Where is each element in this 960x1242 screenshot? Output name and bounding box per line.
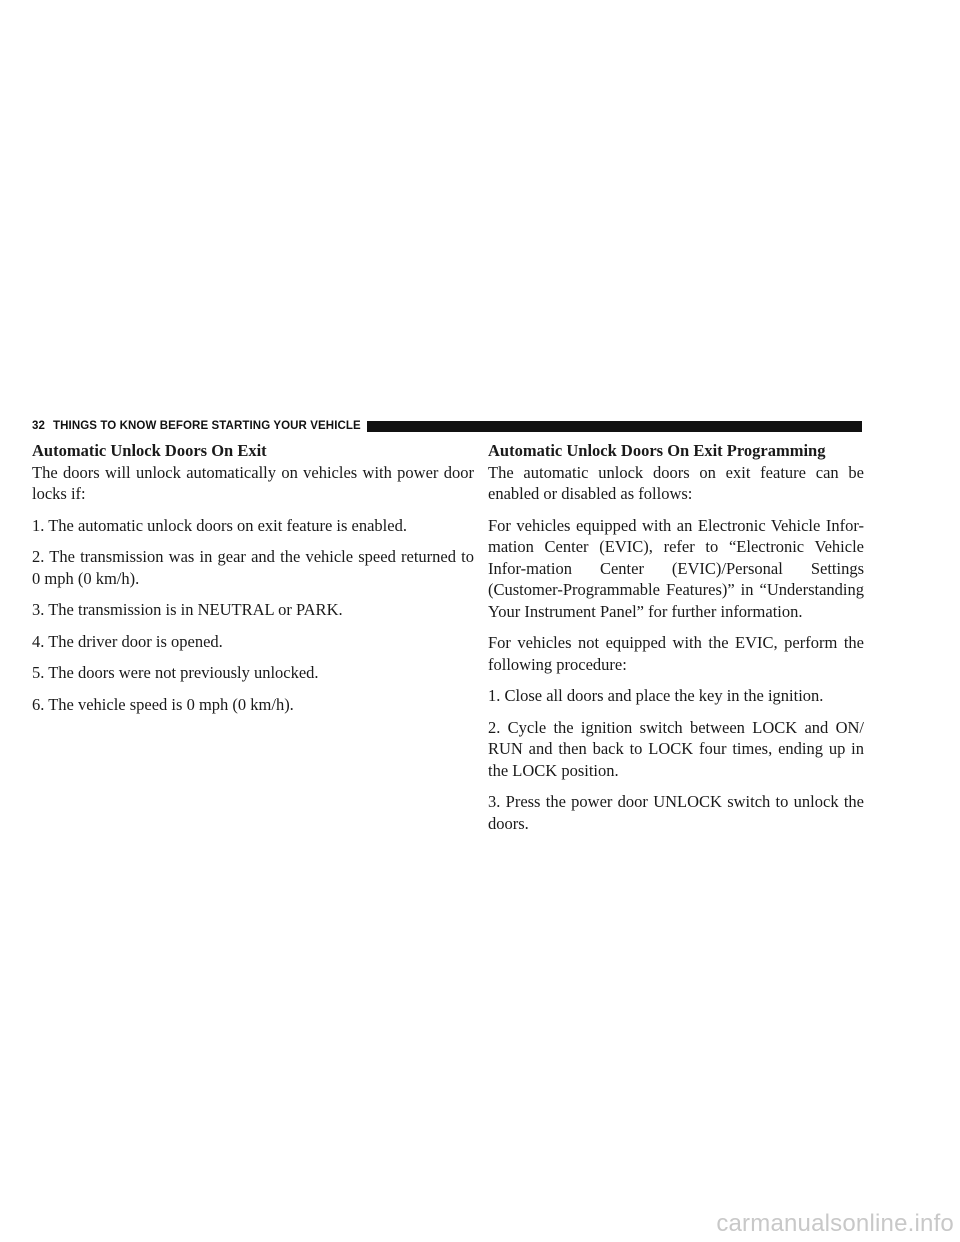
unlock-conditions-intro: The doors will unlock automatically on vehicles with power door locks if:: [32, 462, 474, 503]
condition-item: 1. The automatic unlock doors on exit feature is enabled.: [32, 515, 407, 535]
no-evic-paragraph: For vehicles not equipped with the EVIC, perform the following procedure:: [488, 633, 864, 674]
procedure-step: 3. Press the power door UNLOCK switch to unlock the doors.: [488, 792, 864, 833]
condition-item: 5. The doors were not previously unlocked.: [32, 663, 319, 682]
condition-item: 3. The transmission is in NEUTRAL or PARK.: [32, 600, 343, 619]
condition-item: 6. The vehicle speed is 0 mph (0 km/h).: [32, 694, 294, 714]
running-header: [32, 419, 862, 433]
header-rule: [367, 421, 862, 432]
section-heading-unlock-on-exit: Automatic Unlock Doors On Exit: [32, 441, 267, 460]
procedure-step: 1. Close all doors and place the key in the ignition.: [488, 686, 824, 705]
site-watermark: carmanualsonline.info: [716, 1210, 954, 1237]
section-heading-programming: Automatic Unlock Doors On Exit Programming: [488, 441, 826, 460]
right-column: [488, 440, 864, 844]
procedure-step: 2. Cycle the ignition switch between LOCK and ON/ RUN and then back to LOCK four times, ending up in the LOCK position.: [488, 717, 864, 780]
condition-item: 2. The transmission was in gear and the vehicle speed returned to 0 mph (0 km/h).: [32, 547, 474, 588]
condition-item: 4. The driver door is opened.: [32, 631, 223, 651]
evic-paragraph: For vehicles equipped with an Electronic Vehicle Infor-mation Center (EVIC), refer to “Electronic Vehicle Infor-mation Center (EVIC)/Personal Settings (Customer-Programmable Features)” in “Understanding Your Instrument Panel” for further information.: [488, 515, 864, 621]
programming-intro: The automatic unlock doors on exit feature can be enabled or disabled as follows:: [488, 462, 864, 503]
page-number: 32: [32, 420, 45, 432]
header-title: THINGS TO KNOW BEFORE STARTING YOUR VEHICLE: [53, 420, 361, 432]
left-column: [32, 440, 474, 725]
